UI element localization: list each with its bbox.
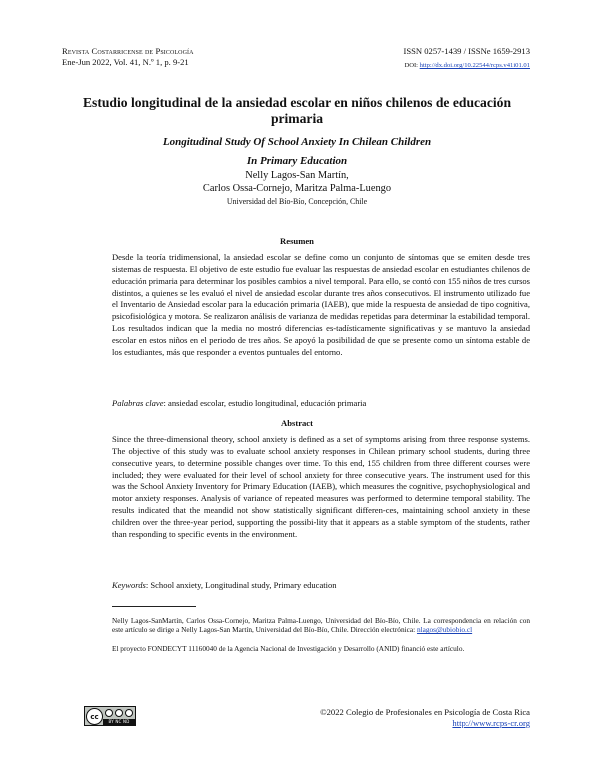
nc-icon xyxy=(115,709,123,717)
palabras-clave-label: Palabras clave xyxy=(112,398,164,408)
resumen-body: Desde la teoría tridimensional, la ansiedad escolar se define como un conjunto de síntomas que se emiten desde tres sistemas de respuesta. El objetivo de este estudio fue evaluar las respuestas de ansiedad escolar en estudiantes chilenos de educación primaria para determinar los posibles cambios a nivel temporal. Para ello, se contó con 155 niños de tres cursos distintos, a quienes se les evaluó el nivel de ansiedad escolar durante tres años consecutivos. El instrumento utilizado fue el Inventario de Ansiedad escolar para la educación primaria (IAEB), que mide la respuesta de ansiedad de tipo cognitiva, psicofisiológica y motora. Se realizaron análisis de varianza de medidas repetidas para determinar la estabilidad temporal. Los resultados indican que la media no mostró diferencias es-tadísticamente significativas y se mantuvo la ansiedad escolar en estos niños en el periodo de tres años. Se apoyó la posibilidad de que se presente como un síntoma estable de los estudiantes, más que responder a eventos puntuales del entorno. xyxy=(112,252,530,357)
author-line-2: Carlos Ossa-Cornejo, Maritza Palma-Luengo xyxy=(202,182,392,194)
footnote-divider xyxy=(112,606,196,607)
english-title xyxy=(62,133,532,171)
nd-icon xyxy=(125,709,133,717)
author-line-1: Nelly Lagos-San Martín, xyxy=(245,170,349,181)
abstract-heading: Abstract xyxy=(281,418,313,428)
footnote-correspondence xyxy=(112,616,530,634)
journal-header xyxy=(62,46,194,68)
english-title-line-1: Longitudinal Study Of School Anxiety In Chilean Children xyxy=(162,136,432,148)
issn: ISSN 0257-1439 / ISSNe 1659-2913 xyxy=(403,46,530,56)
copyright: ©2022 Colegio de Profesionales en Psicología de Costa Rica xyxy=(320,707,530,717)
cc-license-badge[interactable] xyxy=(84,706,136,726)
doi-label: DOI: xyxy=(404,62,419,69)
footer-link[interactable]: http://www.rcps-cr.org xyxy=(452,718,530,728)
doi-line xyxy=(403,60,530,71)
keywords xyxy=(112,580,530,591)
email-link[interactable]: nlagos@ubiobio.cl xyxy=(416,625,473,635)
journal-name: Revista Costarricense de Psicología xyxy=(62,46,194,56)
english-title-line-2: In Primary Education xyxy=(246,155,348,167)
cc-icon: cc xyxy=(86,708,103,725)
keywords-label: Keywords xyxy=(112,580,146,590)
resumen-heading: Resumen xyxy=(280,236,314,246)
footnote-funding: El proyecto FONDECYT 11160040 de la Agencia Nacional de Investigación y Desarrollo (ANID) financió este artículo. xyxy=(112,644,465,653)
abstract-body: Since the three-dimensional theory, school anxiety is defined as a set of symptoms arising from three response systems. The objective of this study was to evaluate school anxiety responses in Chilean primary school students, during three consecutive years, to determine possible changes over time. To this end, 155 children from three different courses were included; they were evaluated for their level of school anxiety for three consecutive years. The instrument used for this was the School Anxiety Inventory for Primary Education (IAEB), which measures the cognitive, psychophysiological and motor anxiety responses. Analysis of variance of repeated measures was performed to determine temporal stability. The results indicated that the meandid not show statistically significant differen-ces, maintaining school anxiety in these children over the three-year period, supporting the possibi-lity that it appears as a stable symptom of the students, rather than responding to specific events in the environment. xyxy=(112,434,530,539)
authors xyxy=(62,170,532,195)
license-strip: BY NC ND xyxy=(103,719,135,725)
affiliation: Universidad del Bío-Bío, Concepción, Chile xyxy=(226,197,368,206)
footnote-text: Nelly Lagos-SanMartín, Carlos Ossa-Cornejo, Maritza Palma-Luengo, Universidad del Bío-Bío, Chile. La correspondencia en relación con este artículo se dirige a Nelly Lagos-San Martín, Universidad del Bío-Bío, Chile. Dirección electrónica: xyxy=(112,616,530,635)
palabras-clave-text: : ansiedad escolar, estudio longitudinal, educación primaria xyxy=(163,398,367,408)
by-icon xyxy=(105,709,113,717)
palabras-clave xyxy=(112,398,530,409)
page-footer xyxy=(320,707,530,729)
volume-info: Ene-Jun 2022, Vol. 41, N.º 1, p. 9-21 xyxy=(62,57,189,67)
doi-link[interactable]: http://dx.doi.org/10.22544/rcps.v41i01.01 xyxy=(419,62,530,69)
keywords-text: : School anxiety, Longitudinal study, Primary education xyxy=(145,580,337,590)
article-title: Estudio longitudinal de la ansiedad escolar en niños chilenos de educación primaria xyxy=(82,95,512,126)
issn-header xyxy=(403,46,530,71)
